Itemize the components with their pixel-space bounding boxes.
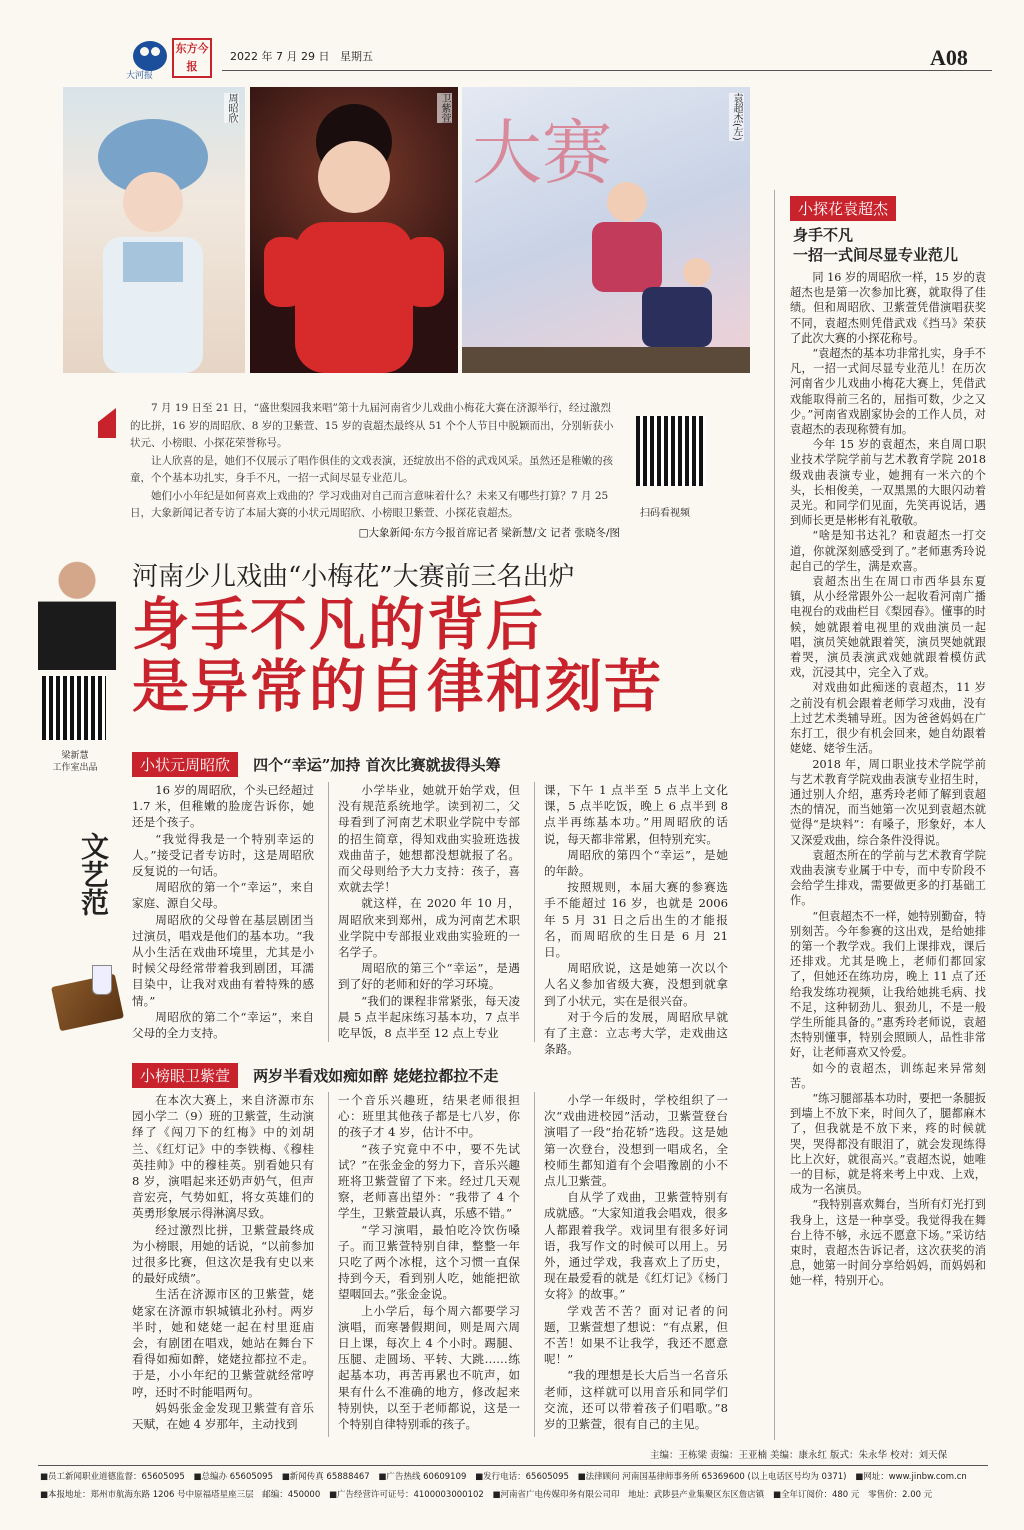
footer-item: ■法律顾问 河南国基律师事务所 65369600 (以上电话区号均为 0371) [577, 1472, 847, 1482]
footer-item: 零售价：2.00 元 [868, 1490, 933, 1500]
headline-subtitle: 河南少儿戏曲“小梅花”大赛前三名出炉 [132, 562, 575, 592]
paragraph: 对于今后的发展，周昭欣早就有了主意：立志考大学，走戏曲这条路。 [544, 1009, 728, 1057]
paragraph: 袁超杰出生在周口市西华县东夏镇，从小经常跟外公一起收看河南广播电视台的戏曲栏目《梨园春》。懂事的时候，她就跟着电视里的戏曲演员一起唱，演员笑她就跟着笑，演员哭她就跟着哭，演员表演武戏她就跟着模仿武戏，沉浸其中，完全入了戏。 [790, 575, 986, 680]
headline-line: 是异常的自律和刻苦 [132, 653, 663, 720]
headline-line: 身手不凡的背后 [132, 591, 545, 658]
article-column [544, 1092, 728, 1432]
paragraph: “袁超杰的基本功非常扎实，身手不凡，一招一式间尽显专业范儿！在历次河南省少儿戏曲小梅花大赛上，凭借武戏能取得前三名的，屈指可数，少之又少。”河南省戏剧家协会的工作人员，对袁超杰的表现称赞有加。 [790, 347, 986, 437]
paragraph: “学习演唱，最怕吃冷饮伤嗓子。而卫紫萱特别自律，整整一年只吃了两个冰棍，这个习惯一直保持到今天，看到别人吃，她能把欲望咽回去。”张金金说。 [338, 1222, 520, 1302]
paragraph: 2018 年，周口职业技术学院学前与艺术教育学院戏曲表演专业招生时，通过别人介绍，惠秀玲老师了解到袁超杰的情况，而当她第一次见到袁超杰就觉得“是块料”：有嗓子，形象好，本人又深爱戏曲，综合条件没得说。 [790, 757, 986, 847]
paragraph: 16 岁的周昭欣，个头已经超过 1.7 米，但稚嫩的脸庞告诉你，她还是个孩子。 [132, 783, 314, 830]
photo-caption: 周昭欣 [226, 93, 237, 123]
headline [132, 591, 663, 720]
paragraph: “啥是知书达礼？和袁超杰一打交道，你就深刻感受到了。”老师惠秀玲说起自己的学生，满是欢喜。 [790, 529, 986, 573]
footer-item: ■网址：www.jinbw.com.cn [855, 1472, 967, 1482]
paragraph: 学戏苦不苦？面对记者的问题，卫紫萱想了想说：“有点累，但不苦！如果不让我学，我还不愿意呢！” [544, 1303, 728, 1367]
article-column [338, 782, 520, 1041]
section-heading [132, 752, 732, 777]
date: 2022 年 7 月 29 日 [230, 50, 330, 63]
footer-item: ■全年订阅价：480 元 [772, 1490, 860, 1500]
section-tag: 小探花袁超杰 [790, 196, 896, 221]
footer-item: ■总编办 65605095 [193, 1472, 273, 1482]
page-number: A08 [930, 45, 968, 70]
paragraph: “练习腿部基本功时，要把一条腿扳到墙上不放下来，时间久了，腿都麻木了，但我就是不放下来，疼的时候就哭，哭得都没有眼泪了，就会发现练得比上次好，就很高兴。”袁超杰说，她唯一的目标，就是将来考上中戏、上戏，成为一名演员。 [790, 1091, 986, 1197]
paragraph: 袁超杰所在的学前与艺术教育学院戏曲表演专业属于中专，而中专阶段不会给学生排戏，需要做更多的打基础工作。 [790, 848, 986, 908]
section-title: 四个“幸运”加持 首次比赛就拔得头筹 [253, 756, 501, 774]
column-name: 文艺范 [77, 832, 110, 916]
paragraph: “但袁超杰不一样，她特别勤奋，特别刻苦。今年参赛的这出戏，是给她排的第一个教学戏。我们上课排戏，课后还排戏。尤其是晚上，老师们都回家了，但她还在练功房，晚上 11 点了还给我发练功视频，让我给她挑毛病、找不足，这种韧劲儿、狠劲儿，不是一般学生所能具备的。”惠秀玲老师说，袁超杰特别懂事，特别会照顾人，品性非常好，让老师喜欢又怜爱。 [790, 909, 986, 1060]
paragraph: “我们的课程非常紧张，每天凌晨 5 点半起床练习基本功，7 点半吃早饭，8 点半至 12 点上专业 [338, 993, 520, 1041]
sidebar-title [793, 225, 958, 265]
article-column [132, 1092, 314, 1432]
logo-text: 大河报 [126, 71, 154, 81]
paragraph: 在本次大赛上，来自济源市东园小学二（9）班的卫紫萱，生动演绎了《闯刀下的红梅》中的刘胡兰、《红灯记》中的李铁梅、《穆桂英挂帅》中的穆桂英。别看她只有 8 岁，演唱起来还奶声奶气，但声音宏亮，气势如虹，将女英雄们的英勇形象展示得淋漓尽致。 [132, 1093, 314, 1221]
paragraph: “我特别喜欢舞台，当所有灯光打到我身上，这是一种享受。我觉得我在舞台上待不够，永远不愿意下场。”采访结束时，袁超杰告诉记者，这次获奖的消息，她第一时间分享给妈妈，而妈妈和她一样，特别开心。 [790, 1198, 986, 1288]
column-rule [534, 782, 535, 1042]
video-qr-code[interactable] [636, 416, 706, 486]
footer-item: ■新闻传真 65888467 [281, 1472, 370, 1482]
sidebar-heading [790, 196, 906, 221]
paragraph: 小学毕业，她就开始学戏，但没有规范系统地学。读到初二，父母看到了河南艺术职业学院中专部的招生简章，得知戏曲实验班选拔戏曲苗子，她想都没想就报了名。而父母则给予大力支持：孩子，喜欢就去学！ [338, 783, 520, 895]
footer-item: ■河南省广电传媒印务有限公司印 [492, 1490, 620, 1500]
sidebar-title-line: 身手不凡 [793, 226, 854, 244]
footer-rule [38, 1465, 988, 1466]
svg-text:大赛: 大赛 [472, 112, 612, 194]
footer-item: 邮编：450000 [262, 1490, 321, 1500]
footer-item: ■发行电话：65605095 [475, 1472, 569, 1482]
paragraph: 课，下午 1 点半至 5 点半上文化课，5 点半吃饭，晚上 6 点半到 8 点半再练基本功。”用周昭欣的话说，每天都非常累，但特别充实。 [544, 783, 728, 846]
paragraph: 周昭欣说，这是她第一次以个人名义参加省级大赛，没想到就拿到了小状元，实在是很兴奋。 [544, 961, 728, 1008]
intro-paragraph: 让人欣喜的是，她们不仅展示了唱作俱佳的文戏表演，还绽放出不俗的武戏风采。虽然还是稚嫩的孩童，个个基本功扎实，身手不凡，一招一式间尽显专业范儿。 [130, 454, 613, 484]
paragraph: 如今的袁超杰，训练起来异常刻苦。 [790, 1061, 986, 1090]
section-tag: 小榜眼卫紫萱 [132, 1063, 238, 1088]
paragraph: “孩子究竟中不中，要不先试试？”在张金金的努力下，音乐兴趣班将卫紫萱留了下来。经过几天观察，老师喜出望外：“我带了 4 个学生，卫紫萱最认真，乐感不错。” [338, 1141, 520, 1221]
dateline [230, 48, 373, 64]
paragraph: 按照规则，本届大赛的参赛选手不能超过 16 岁，也就是 2006 年 5 月 31 日之后出生的才能报名，而周昭欣的生日是 6 月 21 日。 [544, 880, 728, 960]
footer-item: ■本报地址：郑州市航海东路 1206 号中原福塔星座三层 [40, 1490, 254, 1500]
photo-caption: 袁超杰(左) [731, 93, 742, 141]
intro-paragraph: 她们小小年纪是如何喜欢上戏曲的？学习戏曲对自己而言意味着什么？未来又有哪些打算？7 月 25 日，大象新闻记者专访了本届大赛的小状元周昭欣、小榜眼卫紫萱、小探花袁超杰。 [130, 489, 609, 519]
sidebar-title-line: 一招一式间尽显专业范儿 [793, 246, 959, 264]
paragraph: 同 16 岁的周昭欣一样，15 岁的袁超杰也是第一次参加比赛，就取得了佳绩。但和周昭欣、卫紫萱凭借演唱获奖不同，袁超杰则凭借武戏《挡马》荣获了此次大赛的小探花称号。 [790, 271, 986, 345]
editors-line: 主编：王栋梁 责编：王亚楠 美编：康永红 版式：朱永华 校对：刘天保 [650, 1450, 948, 1461]
studio-caption: 梁新慧 工作室出品 [52, 751, 98, 773]
sidebar-rule [774, 190, 775, 1440]
paragraph: 周昭欣的第四个“幸运”，是她的年龄。 [544, 847, 728, 879]
studio-qr-code[interactable] [42, 676, 106, 740]
quote-mark-icon [92, 408, 116, 438]
paragraph: 妈妈张金金发现卫紫萱有音乐天赋，在她 4 岁那年，主动找到 [132, 1400, 314, 1432]
paragraph: 周昭欣的第三个“幸运”，是遇到了好的老师和好的学习环境。 [338, 961, 520, 992]
paragraph: 对戏曲如此痴迷的袁超杰，11 岁之前没有机会跟着老师学习戏曲，没有上过艺术类辅导班。因为爸爸妈妈在广东打工，很少有机会回来，她自幼跟着姥姥、姥爷生活。 [790, 681, 986, 756]
cup-icon [92, 965, 112, 995]
paragraph: 就这样，在 2020 年 10 月，周昭欣来到郑州，成为河南艺术职业学院中专部报业戏曲实验班的一名学子。 [338, 896, 520, 960]
columnist-portrait [38, 555, 116, 670]
paragraph: 周昭欣的第一个“幸运”，来自家庭、源自父母。 [132, 880, 314, 911]
column-rule [328, 782, 329, 1042]
photo-caption: 卫紫萱 [439, 93, 450, 123]
footer-item: ■广告热线 60609109 [378, 1472, 467, 1482]
paragraph: 生活在济源市区的卫紫萱，姥姥家在济源市轵城镇北孙村。两岁半时，她和姥姥一起在村里逛庙会，有剧团在唱戏，她站在舞台下看得如痴如醉，姥姥拉都拉不走。于是，小小年纪的卫紫萱就经常哼哼，还时不时能唱两句。 [132, 1287, 314, 1399]
column-rule [328, 1092, 329, 1437]
paragraph: 经过激烈比拼，卫紫萱最终成为小榜眼，用她的话说，“以前参加过很多比赛，但这次是我有史以来的最好成绩”。 [132, 1222, 314, 1286]
qr-caption: 扫码看视频 [640, 508, 690, 519]
photo-zhou-zhaoxin [63, 87, 245, 373]
article-column [338, 1092, 520, 1432]
article-column [544, 782, 728, 1057]
footer-contacts [40, 1470, 973, 1482]
footer-item: 地址：武陟县产业集聚区东区詹店镇 [628, 1490, 765, 1500]
top-rule [222, 70, 992, 71]
paragraph: 今年 15 岁的袁超杰，来自周口职业技术学院学前与艺术教育学院 2018 级戏曲表演专业，她拥有一米六的个头，长相俊美，一双黑黑的大眼闪动着灵光。和同学们见面，先笑再说话，遇到师长更是彬彬有礼敬敬。 [790, 438, 986, 528]
footer-item: ■广告经营许可证号：4100003000102 [328, 1490, 484, 1500]
paragraph: 周昭欣的父母曾在基层剧团当过演员，唱戏是他们的基本功。“我从小生活在戏曲环境里，尤其是小时候父母经常带着我到剧团，耳濡目染中，让我对戏曲有着特殊的感情。” [132, 912, 314, 1008]
paragraph: 小学一年级时，学校组织了一次“戏曲进校园”活动，卫紫萱登台演唱了一段“抬花轿”选段。这是她第一次登台，没想到一唱成名，全校师生都知道有个会唱豫剧的小不点儿卫紫萱。 [544, 1093, 728, 1189]
sidebar-column [790, 270, 986, 1289]
book-icon [51, 974, 124, 1032]
paragraph: 上小学后，每个周六都要学习演唱，而寒暑假期间，则是周六周日上课，每次上 4 个小时。踢腿、压腿、走圆场、平转、大跳……练起基本功，再苦再累也不吭声，如果有什么不准确的地方，修改起来特别快，以至于老师都说，这是一个特别自律特别乖的孩子。 [338, 1303, 520, 1432]
column-rule [534, 1092, 535, 1437]
section-tag: 小状元周昭欣 [132, 752, 238, 777]
girl-singer-figure [250, 87, 458, 373]
section-heading [132, 1063, 732, 1088]
paragraph: 一个音乐兴趣班，结果老师很担心：班里其他孩子都是七八岁，你的孩子才 4 岁，估计不中。 [338, 1093, 520, 1140]
paragraph: “我觉得我是一个特别幸运的人。”接受记者专访时，这是周昭欣反复说的一句话。 [132, 831, 314, 879]
footer-item: ■员工新闻职业道德监督：65605095 [40, 1472, 185, 1482]
paragraph: 自从学了戏曲，卫紫萱特别有成就感。“大家知道我会唱戏，很多人都跟着我学。戏词里有很多好词语，我写作文的时候可以用上。另外，通过学戏，我喜欢上了历史，现在最爱看的就是《红灯记》《杨门女将》的故事。” [544, 1190, 728, 1302]
article-column [132, 782, 314, 1041]
weekday: 星期五 [339, 50, 373, 63]
paragraph: 周昭欣的第二个“幸运”，来自父母的全力支持。 [132, 1009, 314, 1041]
seal-logo: 东方今报 [172, 38, 212, 78]
footer-address [40, 1488, 938, 1500]
paragraph: “我的理想是长大后当一名音乐老师，这样就可以用音乐和同学们交流，还可以带着孩子们唱歌。”8 岁的卫紫萱，很有自己的主见。 [544, 1368, 728, 1432]
photo-wei-zixuan [250, 87, 458, 373]
opera-actress-figure [63, 87, 245, 373]
photo-yuan-chaojie [462, 87, 750, 373]
byline: □大象新闻·东方今报首席记者 梁新慧/文 记者 张晓冬/图 [358, 526, 620, 539]
section-title: 两岁半看戏如痴如醉 姥姥拉都拉不走 [253, 1067, 499, 1085]
intro-paragraph: 7 月 19 日至 21 日，“盛世梨园我来唱”第十九届河南省少儿戏曲小梅花大赛在济源举行，经过激烈的比拼，16 岁的周昭欣、8 岁的卫紫萱、15 岁的袁超杰最终从 51 个个人节目中脱颖而出，分别斩获小状元、小榜眼、小探花荣誉称号。 [130, 402, 614, 449]
intro-box [130, 400, 620, 542]
martial-opera-figures [462, 87, 750, 373]
